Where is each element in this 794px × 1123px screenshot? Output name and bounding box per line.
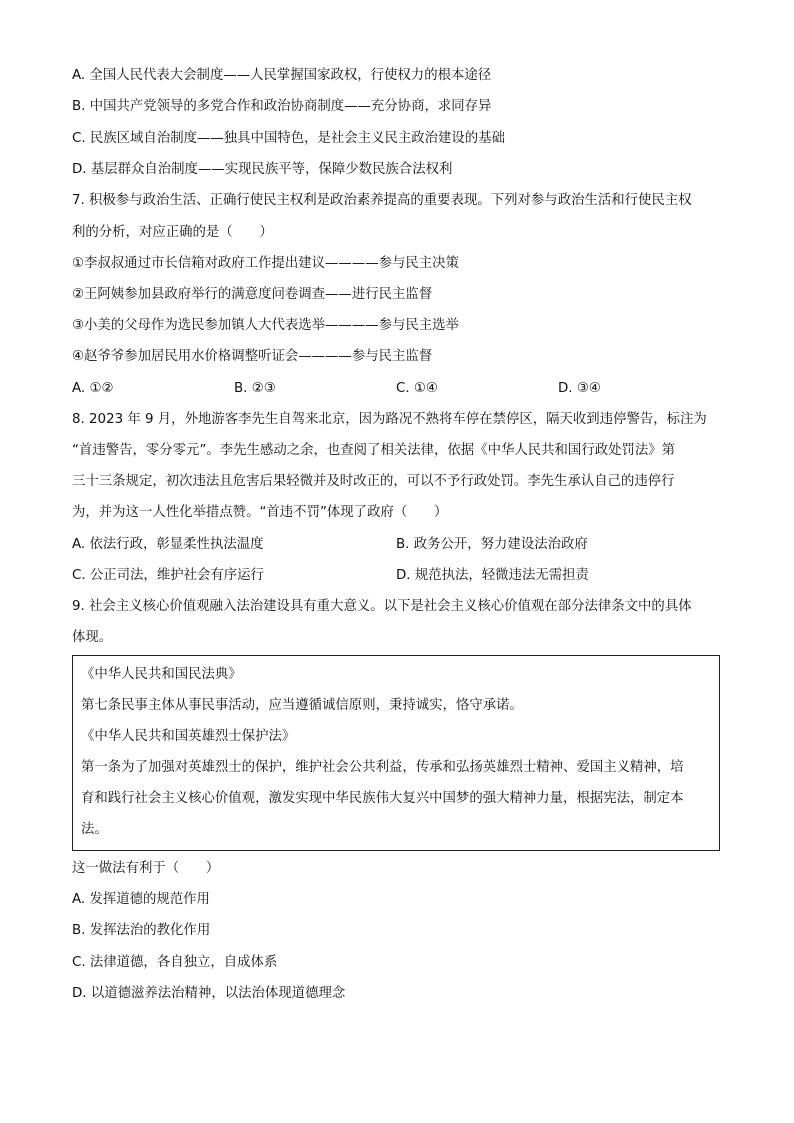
q8-stem-line3: 三十三条规定，初次违法且危害后果轻微并及时改正的，可以不予行政处罚。李先生承认自己的违停行 (72, 474, 675, 489)
law1-text: 第七条民事主体从事民事活动，应当遵循诚信原则，秉持诚实，恪守承诺。 (81, 698, 523, 713)
q7-item-2: ②王阿姨参加县政府举行的满意度问卷调查——进行民主监督 (72, 287, 433, 302)
q7-stem-line2: 利的分析，对应正确的是（ ） (72, 225, 273, 240)
q6-option-c: C. 民族区域自治制度——独具中国特色，是社会主义民主政治建设的基础 (72, 131, 505, 146)
law2-text-line2: 育和践行社会主义核心价值观，激发实现中华民族伟大复兴中国梦的强大精神力量，根据宪法，制定本 (81, 791, 684, 806)
q7-option-c: C. ①④ (396, 381, 438, 396)
q7-item-4: ④赵爷爷参加居民用水价格调整听证会————参与民主监督 (72, 349, 433, 364)
q9-option-d: D. 以道德滋养法治精神，以法治体现道德理念 (72, 986, 346, 1001)
q7-option-b: B. ②③ (234, 381, 276, 396)
q8-option-a: A. 依法行政，彰显柔性执法温度 (72, 537, 264, 552)
q6-option-b: B. 中国共产党领导的多党合作和政治协商制度——充分协商，求同存异 (72, 99, 492, 114)
q9-stem-line1: 9. 社会主义核心价值观融入法治建设具有重大意义。以下是社会主义核心价值观在部分法律条文中的具体 (72, 599, 692, 614)
law2-text-line3: 法。 (81, 822, 108, 837)
q9-stem-line2: 体现。 (72, 630, 113, 645)
q7-item-1: ①李叔叔通过市长信箱对政府工作提出建议————参与民主决策 (72, 256, 459, 271)
q7-option-d: D. ③④ (558, 381, 601, 396)
q8-stem-line2: “首违警告，零分零元”。李先生感动之余，也查阅了相关法律，依据《中华人民共和国行政处罚法》第 (72, 443, 676, 458)
q9-question: 这一做法有利于（ ） (72, 861, 220, 876)
q6-option-d: D. 基层群众自治制度——实现民族平等，保障少数民族合法权利 (72, 162, 453, 177)
q7-stem-line1: 7. 积极参与政治生活、正确行使民主权利是政治素养提高的重要表现。下列对参与政治生活和行使民主权 (72, 193, 692, 208)
q9-option-b: B. 发挥法治的教化作用 (72, 923, 211, 938)
q7-option-a: A. ①② (72, 381, 114, 396)
q6-option-a: A. 全国人民代表大会制度——人民掌握国家政权，行使权力的根本途径 (72, 68, 492, 83)
q9-option-c: C. 法律道德，各自独立，自成体系 (72, 955, 278, 970)
q8-option-b: B. 政务公开，努力建设法治政府 (396, 537, 588, 552)
q8-option-c: C. 公正司法，维护社会有序运行 (72, 568, 264, 583)
q9-option-a: A. 发挥道德的规范作用 (72, 892, 210, 907)
law1-title: 《中华人民共和国民法典》 (81, 667, 242, 682)
law2-text-line1: 第一条为了加强对英雄烈士的保护，维护社会公共利益，传承和弘扬英雄烈士精神、爱国主义精神，培 (81, 760, 684, 775)
law2-title: 《中华人民共和国英雄烈士保护法》 (81, 729, 296, 744)
q8-option-d: D. 规范执法，轻微违法无需担责 (396, 568, 589, 583)
q7-item-3: ③小美的父母作为选民参加镇人大代表选举————参与民主选举 (72, 318, 459, 333)
law-excerpt-box (72, 655, 720, 851)
q8-stem-line4: 为，并为这一人性化举措点赞。“首违不罚”体现了政府（ ） (72, 505, 448, 520)
q8-stem-line1: 8. 2023 年 9 月，外地游客李先生自驾来北京，因为路况不熟将车停在禁停区，隔天收到违停警告，标注为 (72, 412, 707, 427)
